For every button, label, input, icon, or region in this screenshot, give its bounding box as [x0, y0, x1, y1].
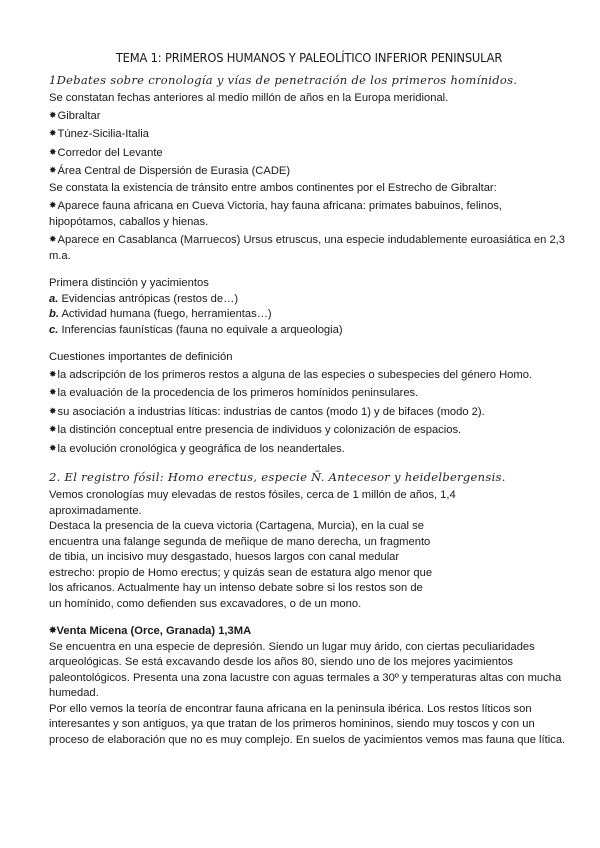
distinction-label: b. [49, 308, 59, 320]
distinction-item [49, 292, 569, 308]
question-item: ✸ su asociación a industrias líticas: industrias de cantos (modo 1) y de bifaces (modo 2). [49, 403, 569, 422]
question-item: ✸ la evolución cronológica y geográfica de los neandertales. [49, 440, 569, 459]
route-item: ✸ Túnez-Sicilia-Italia [49, 125, 569, 144]
evidence-item: ✸ Aparece fauna africana en Cueva Victoria, hay fauna africana: primates babuinos, felinos, hipopótamos, caballos y hienas. [49, 199, 569, 230]
section2-heading: 2. El registro fósil: Homo erectus, especie Ñ. Antecesor y heidelbergensis. [49, 470, 506, 484]
section2-paragraph-2: Destaca la presencia de la cueva victoria (Cartagena, Murcia), en la cual se encuentra una falange segunda de meñique de mano derecha, un fragmento de tibia, un incisivo muy desgastado, huesos largos con canal medular estrecho: propio de Homo erectus; y quizás sean de estatura algo menor que los africanos. Actualmente hay un intenso debate sobre si los restos son de un homínido, como defienden sus excavadores, o de un mono. [49, 520, 433, 610]
document-title: TEMA 1: PRIMEROS HUMANOS Y PALEOLÍTICO INFERIOR PENINSULAR [115, 50, 503, 65]
distinction-text: Inferencias faunísticas (fauna no equivale a arqueologia) [58, 323, 343, 336]
venta-heading: ✸ Venta Micena (Orce, Granada) 1,3MA [49, 624, 569, 640]
distinction-label: a. [49, 292, 59, 305]
distinction-text: Actividad humana (fuego, herramientas…) [58, 308, 272, 320]
route-item: ✸ Área Central de Dispersión de Eurasia (CADE) [49, 162, 569, 181]
question-item: ✸ la adscripción de los primeros restos a alguna de las especies o subespecies del género Homo. [49, 366, 569, 385]
section2-paragraph-1: Vemos cronologías muy elevadas de restos fósiles, cerca de 1 millón de años, 1,4 aproximadamente. [49, 489, 456, 517]
route-item: ✸ Gibraltar [49, 107, 569, 126]
transit-text: Se constata la existencia de tránsito entre ambos continentes por el Estrecho de Gibraltar: [49, 181, 497, 194]
section1-heading: 1Debates sobre cronología y vías de penetración de los primeros homínidos. [49, 73, 518, 87]
distinction-label: c. [49, 323, 59, 336]
distinction-item [49, 307, 569, 323]
document-page [49, 50, 569, 748]
distinction-text: Evidencias antrópicas (restos de…) [58, 292, 239, 305]
questions-heading: Cuestiones importantes de definición [49, 351, 233, 363]
question-item: ✸ la evaluación de la procedencia de los primeros homínidos peninsulares. [49, 384, 569, 403]
route-item: ✸ Corredor del Levante [49, 144, 569, 163]
venta-paragraph-2: Por ello vemos la teoría de encontrar fauna africana en la peninsula ibérica. Los restos líticos son interesantes y son antiguos, ya que tratan de los primeros homininos, siendo muy toscos y con un proceso de elaboración que no es muy complejo. En suelos de yacimientos vemos mas fauna que lítica. [49, 702, 566, 746]
question-item: ✸ la distinción conceptual entre presencia de individuos y colonización de espacios. [49, 421, 569, 440]
venta-paragraph-1: Se encuentra en una especie de depresión. Siendo un lugar muy árido, con ciertas peculiaridades arqueológicas. Se está excavando desde los años 80, siendo uno de los mejores yacimientos paleontológicos. Presenta una zona lacustre con aguas termales a 30º y temperaturas altas con mucha humedad. [49, 640, 562, 699]
section1-intro: Se constatan fechas anteriores al medio millón de años en la Europa meridional. [49, 92, 449, 104]
distinction-heading: Primera distinción y yacimientos [49, 277, 209, 289]
distinction-item [49, 323, 569, 339]
evidence-item: ✸ Aparece en Casablanca (Marruecos) Ursus etruscus, una especie indudablemente euroasiática en 2,3 m.a. [49, 233, 569, 264]
